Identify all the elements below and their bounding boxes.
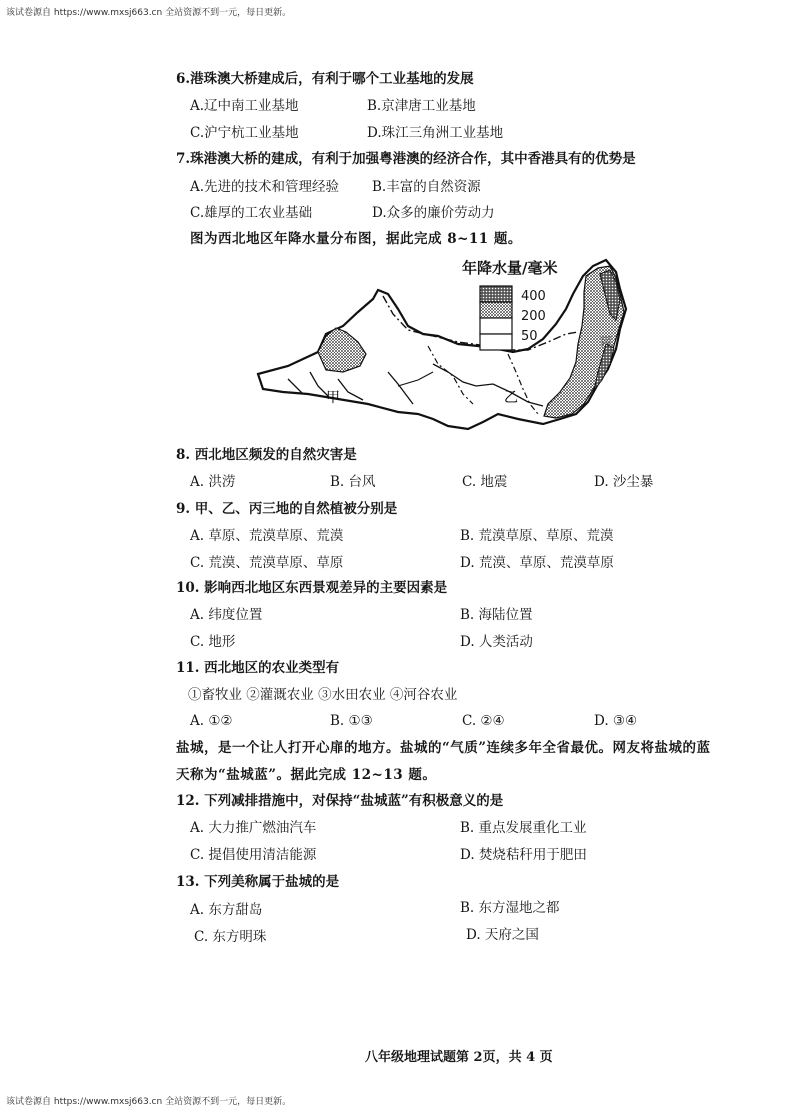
q8-option-d[interactable]: D. 沙尘暴 xyxy=(594,474,654,490)
legend-value-50: 50 xyxy=(521,329,538,344)
watermark-bottom: 该试卷源自 https://www.mxsj663.cn 全站资源不到一元，每日更新。 xyxy=(6,1097,292,1107)
yancheng-intro-line-1: 盐城，是一个让人打开心扉的地方。盐城的“气质”连续多年全省最优。网友将盐城的蓝 xyxy=(176,740,711,756)
legend-title: 年降水量/毫米 xyxy=(462,259,558,277)
q12-option-a[interactable]: A. 大力推广燃油汽车 xyxy=(190,820,317,836)
q8-option-a[interactable]: A. 洪涝 xyxy=(190,474,236,490)
q13-option-a[interactable]: A. 东方甜岛 xyxy=(190,902,263,918)
q12-option-b[interactable]: B. 重点发展重化工业 xyxy=(460,820,587,836)
q11-option-d[interactable]: D. ③④ xyxy=(594,713,638,729)
q7-option-c[interactable]: C.雄厚的工农业基础 xyxy=(190,205,313,221)
q10-option-c[interactable]: C. 地形 xyxy=(190,634,236,650)
question-6-title: 6.港珠澳大桥建成后，有利于哪个工业基地的发展 xyxy=(176,71,474,87)
q9-option-a[interactable]: A. 草原、荒漠草原、荒漠 xyxy=(190,528,344,544)
legend-box-200 xyxy=(480,302,512,318)
label-yi: 乙 xyxy=(504,390,518,406)
q7-option-d[interactable]: D.众多的廉价劳动力 xyxy=(372,205,495,221)
precipitation-map xyxy=(248,254,640,436)
q7-option-b[interactable]: B.丰富的自然资源 xyxy=(372,179,481,195)
q10-option-d[interactable]: D. 人类活动 xyxy=(460,634,533,650)
legend-box-low xyxy=(480,334,512,350)
question-12-title: 12. 下列减排措施中，对保持“盐城蓝”有积极意义的是 xyxy=(176,793,504,809)
q6-option-d[interactable]: D.珠江三角洲工业基地 xyxy=(367,125,504,141)
question-9-title: 9. 甲、乙、丙三地的自然植被分别是 xyxy=(176,501,398,517)
q8-option-c[interactable]: C. 地震 xyxy=(462,474,508,490)
question-11-title: 11. 西北地区的农业类型有 xyxy=(176,660,340,676)
map-intro: 图为西北地区年降水量分布图，据此完成 8~11 题。 xyxy=(190,231,522,247)
q10-option-a[interactable]: A. 纬度位置 xyxy=(190,607,263,623)
q11-option-c[interactable]: C. ②④ xyxy=(462,713,505,729)
q13-option-b[interactable]: B. 东方湿地之都 xyxy=(460,900,560,916)
q6-option-c[interactable]: C.沪宁杭工业基地 xyxy=(190,125,299,141)
legend-box-400 xyxy=(480,286,512,302)
q11-items: ①畜牧业 ②灌溉农业 ③水田农业 ④河谷农业 xyxy=(188,687,458,703)
q7-option-a[interactable]: A.先进的技术和管理经验 xyxy=(190,179,340,195)
q11-option-b[interactable]: B. ①③ xyxy=(330,713,373,729)
q13-option-d[interactable]: D. 天府之国 xyxy=(466,927,539,943)
river xyxy=(288,372,413,404)
legend-value-400: 400 xyxy=(521,289,546,304)
q6-option-b[interactable]: B.京津唐工业基地 xyxy=(367,98,476,114)
watermark-top: 该试卷源自 https://www.mxsj663.cn 全站资源不到一元，每日更新。 xyxy=(6,8,292,18)
q12-option-c[interactable]: C. 提倡使用清洁能源 xyxy=(190,847,317,863)
label-bing: 丙 xyxy=(600,335,613,349)
legend-value-200: 200 xyxy=(521,309,546,324)
page-footer: 八年级地理试题第 2页，共 4 页 xyxy=(365,1050,553,1065)
question-8-title: 8. 西北地区频发的自然灾害是 xyxy=(176,447,357,463)
question-13-title: 13. 下列美称属于盐城的是 xyxy=(176,874,340,890)
q6-option-a[interactable]: A.辽中南工业基地 xyxy=(190,98,299,114)
yancheng-intro-line-2: 天称为“盐城蓝”。据此完成 12~13 题。 xyxy=(176,767,437,783)
question-10-title: 10. 影响西北地区东西景观差异的主要因素是 xyxy=(176,580,448,596)
q10-option-b[interactable]: B. 海陆位置 xyxy=(460,607,533,623)
q13-option-c[interactable]: C. 东方明珠 xyxy=(194,929,267,945)
question-7-title: 7.珠港澳大桥的建成，有利于加强粤港澳的经济合作，其中香港具有的优势是 xyxy=(176,151,636,167)
legend-box-50 xyxy=(480,318,512,334)
label-jia: 甲 xyxy=(326,390,340,406)
q9-option-d[interactable]: D. 荒漠、草原、荒漠草原 xyxy=(460,555,614,571)
q8-option-b[interactable]: B. 台风 xyxy=(330,474,376,490)
q11-option-a[interactable]: A. ①② xyxy=(190,713,233,729)
q9-option-b[interactable]: B. 荒漠草原、草原、荒漠 xyxy=(460,528,614,544)
q12-option-d[interactable]: D. 焚烧秸秆用于肥田 xyxy=(460,847,587,863)
q9-option-c[interactable]: C. 荒漠、荒漠草原、草原 xyxy=(190,555,344,571)
